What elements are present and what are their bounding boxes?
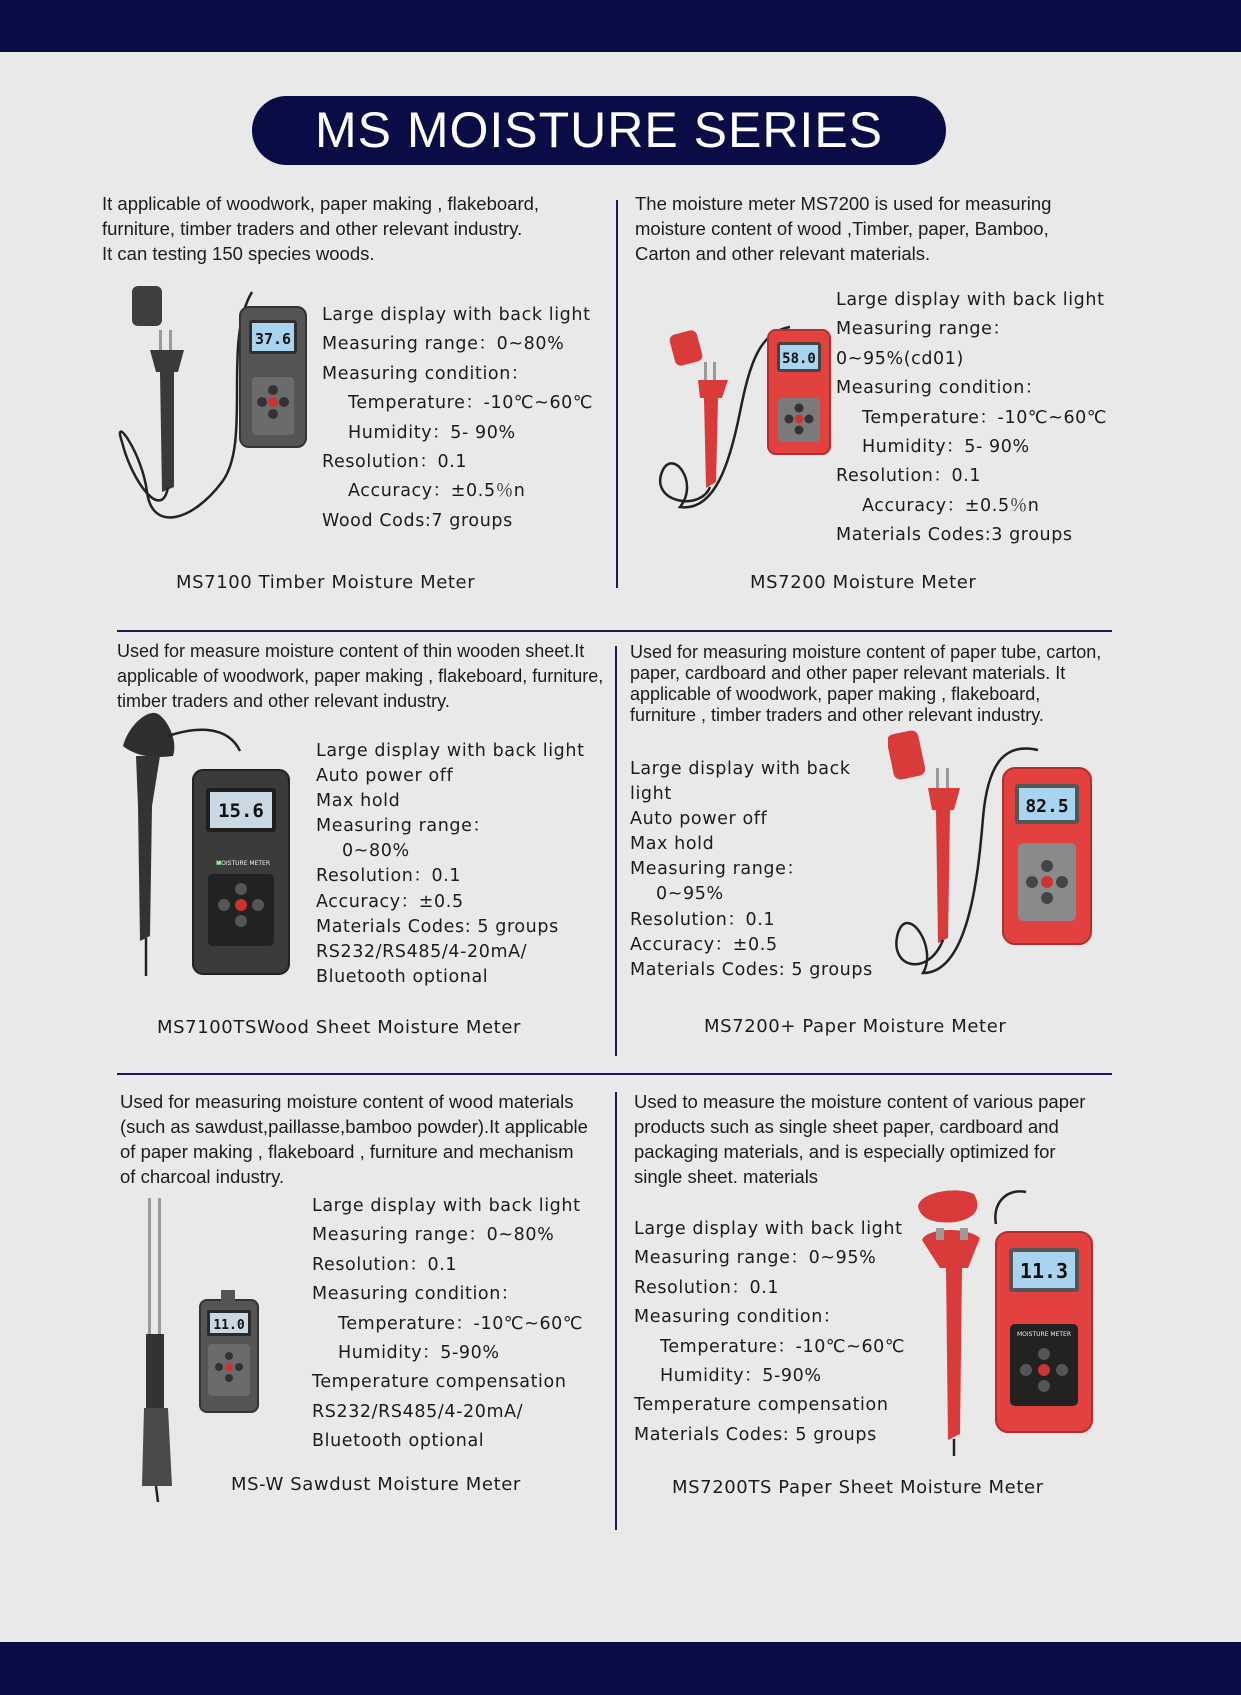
spec-item: Humidity：5- 90% bbox=[862, 437, 1030, 458]
probe-cap bbox=[668, 329, 703, 367]
probe-handle bbox=[136, 756, 160, 941]
product-caption: MS7200 Moisture Meter bbox=[750, 572, 977, 593]
ms7200ts-meter-image bbox=[916, 1184, 1098, 1458]
ms-w-meter-image bbox=[138, 1194, 266, 1506]
spec-item: RS232/RS485/4-20mA/ bbox=[312, 1401, 524, 1422]
spec-item: Measuring range： bbox=[316, 816, 491, 837]
spec-item: Resolution：0.1 bbox=[630, 909, 776, 930]
spec-item: Temperature compensation bbox=[312, 1372, 567, 1393]
spec-item: Large display with back bbox=[630, 759, 851, 779]
spec-item: Bluetooth optional bbox=[312, 1431, 485, 1452]
description-line: timber traders and other relevant industry. bbox=[117, 691, 450, 711]
page-title: MS MOISTURE SERIES bbox=[252, 96, 946, 165]
product-description bbox=[102, 191, 607, 266]
spec-item: 0~95%(cd01) bbox=[836, 348, 964, 369]
spec-item: Temperature：-10℃~60℃ bbox=[348, 393, 594, 414]
spec-item: Resolution：0.1 bbox=[836, 466, 982, 487]
spec-item: Materials Codes: 5 groups bbox=[630, 959, 873, 980]
description-line: of charcoal industry. bbox=[120, 1166, 285, 1187]
divider-vertical-row1 bbox=[616, 200, 618, 588]
description-line: Used for measuring moisture content of wood materials bbox=[120, 1091, 574, 1112]
description-line: applicable of woodwork, paper making , flakeboard, furniture, bbox=[117, 666, 604, 686]
spec-item: Wood Cods:7 groups bbox=[322, 510, 513, 531]
description-line: Used for measuring moisture content of paper tube, carton, bbox=[630, 642, 1102, 662]
description-line: paper, cardboard and other paper relevant materials. It bbox=[630, 663, 1066, 683]
description-line: products such as single sheet paper, cardboard and bbox=[634, 1116, 1059, 1137]
display-value: 82.5 bbox=[1025, 796, 1069, 817]
description-line: furniture , timber traders and other relevant industry. bbox=[630, 705, 1044, 725]
spec-item: Measuring range： bbox=[836, 319, 1011, 340]
spec-item: Measuring condition： bbox=[634, 1307, 842, 1328]
description-line: single sheet. materials bbox=[634, 1166, 819, 1187]
spec-item: Measuring range：0~80% bbox=[322, 334, 565, 355]
device-label: MOISTURE METER bbox=[216, 860, 270, 867]
spec-item: Materials Codes: 5 groups bbox=[634, 1424, 877, 1445]
spec-item: Large display with back light bbox=[316, 741, 585, 761]
divider-horizontal-1 bbox=[117, 630, 1112, 632]
ms7100ts-meter-image bbox=[118, 706, 298, 982]
spec-item: Max hold bbox=[316, 791, 401, 812]
probe-cap bbox=[918, 1190, 977, 1222]
description-line: applicable of woodwork, paper making , flakeboard, bbox=[630, 684, 1041, 704]
description-line: of paper making , flakeboard , furniture and mechanism bbox=[120, 1141, 574, 1162]
spec-item: Humidity：5- 90% bbox=[348, 422, 516, 443]
probe-handle bbox=[928, 788, 960, 943]
product-description bbox=[635, 191, 1115, 266]
spec-item: Bluetooth optional bbox=[316, 966, 489, 987]
spec-item: Humidity：5-90% bbox=[660, 1366, 822, 1387]
description-line: Used to measure the moisture content of various paper bbox=[634, 1091, 1086, 1112]
product-caption: MS7200TS Paper Sheet Moisture Meter bbox=[672, 1477, 1044, 1498]
product-description bbox=[634, 1089, 1124, 1189]
description-line: It can testing 150 species woods. bbox=[102, 243, 375, 264]
display-value: 11.3 bbox=[1019, 1259, 1069, 1283]
spec-item: Materials Codes:3 groups bbox=[836, 525, 1073, 546]
probe-handle bbox=[922, 1230, 980, 1440]
probe-rod bbox=[158, 1198, 161, 1338]
spec-item: Measuring range： bbox=[630, 859, 805, 880]
spec-item: Temperature：-10℃~60℃ bbox=[338, 1313, 584, 1334]
description-line: moisture content of wood ,Timber, paper, Bamboo, bbox=[635, 218, 1049, 239]
product-description bbox=[630, 642, 1120, 726]
divider-horizontal-2 bbox=[117, 1073, 1112, 1075]
spec-list bbox=[316, 739, 585, 990]
ms7100-meter-image bbox=[102, 282, 316, 547]
ms7200plus-meter-image bbox=[888, 728, 1100, 980]
spec-item: RS232/RS485/4-20mA/ bbox=[316, 941, 528, 962]
description-line: Used for measure moisture content of thin wooden sheet.It bbox=[117, 641, 585, 661]
probe-head bbox=[123, 713, 174, 757]
description-line: (such as sawdust,paillasse,bamboo powder).It applicable bbox=[120, 1116, 588, 1137]
display-value: 15.6 bbox=[218, 800, 264, 822]
description-line: Carton and other relevant materials. bbox=[635, 243, 931, 264]
description-line: It applicable of woodwork, paper making , flakeboard, bbox=[102, 193, 540, 214]
spec-list bbox=[312, 1192, 583, 1457]
spec-item: Resolution：0.1 bbox=[316, 866, 462, 887]
spec-list bbox=[322, 301, 593, 536]
probe-cable bbox=[995, 1191, 1026, 1224]
spec-item: Materials Codes: 5 groups bbox=[316, 916, 559, 937]
description-line: The moisture meter MS7200 is used for measuring bbox=[635, 193, 1052, 214]
product-caption: MS7200+ Paper Moisture Meter bbox=[704, 1016, 1007, 1037]
spec-item: 0~80% bbox=[342, 841, 410, 862]
spec-item: Auto power off bbox=[630, 809, 768, 830]
top-banner bbox=[0, 0, 1241, 52]
probe-cap bbox=[132, 286, 162, 326]
spec-item: Measuring condition： bbox=[312, 1284, 520, 1305]
spec-item: Accuracy：±0.5％n bbox=[348, 481, 526, 502]
description-line: furniture, timber traders and other relevant industry. bbox=[102, 218, 523, 239]
spec-item: Max hold bbox=[630, 834, 715, 855]
spec-list bbox=[630, 757, 873, 983]
product-description bbox=[117, 639, 612, 714]
spec-list bbox=[634, 1215, 905, 1450]
description-line: packaging materials, and is especially optimized for bbox=[634, 1141, 1056, 1162]
spec-item: Accuracy：±0.5 bbox=[316, 891, 464, 912]
spec-item: Large display with back light bbox=[634, 1219, 903, 1239]
spec-item: Accuracy：±0.5 bbox=[630, 934, 778, 955]
product-caption: MS-W Sawdust Moisture Meter bbox=[231, 1474, 521, 1495]
spec-item: Measuring range：0~80% bbox=[312, 1225, 555, 1246]
spec-item: Humidity：5-90% bbox=[338, 1343, 500, 1364]
product-caption: MS7100 Timber Moisture Meter bbox=[176, 572, 476, 593]
spec-item: Temperature：-10℃~60℃ bbox=[862, 407, 1108, 428]
product-caption: MS7100TSWood Sheet Moisture Meter bbox=[157, 1017, 521, 1038]
probe-handle bbox=[150, 350, 184, 492]
spec-item: Resolution：0.1 bbox=[634, 1277, 780, 1298]
spec-item: Large display with back light bbox=[322, 305, 591, 325]
spec-item: Auto power off bbox=[316, 766, 454, 787]
spec-item: Measuring range：0~95% bbox=[634, 1248, 877, 1269]
product-description bbox=[120, 1089, 610, 1189]
divider-vertical-row3 bbox=[615, 1092, 617, 1530]
spec-list bbox=[836, 286, 1107, 551]
spec-item: Temperature compensation bbox=[634, 1395, 889, 1416]
spec-item: Temperature：-10℃~60℃ bbox=[660, 1336, 906, 1357]
probe-rod bbox=[148, 1198, 151, 1338]
probe-cap bbox=[888, 729, 926, 781]
divider-vertical-row2 bbox=[615, 646, 617, 1056]
probe-spring bbox=[146, 1334, 164, 1408]
spec-item: Accuracy：±0.5％n bbox=[862, 495, 1040, 516]
bottom-banner bbox=[0, 1642, 1241, 1695]
spec-item: Large display with back light bbox=[836, 290, 1105, 310]
spec-item: Large display with back light bbox=[312, 1196, 581, 1216]
display-value: 58.0 bbox=[782, 351, 816, 367]
display-value: 11.0 bbox=[213, 1318, 245, 1333]
spec-item: Measuring condition： bbox=[836, 378, 1044, 399]
display-value: 37.6 bbox=[254, 330, 292, 348]
spec-item: Measuring condition： bbox=[322, 363, 530, 384]
spec-item: Resolution：0.1 bbox=[312, 1254, 458, 1275]
probe-handle bbox=[142, 1408, 172, 1486]
spec-item: 0~95% bbox=[656, 884, 724, 905]
spec-item: Resolution：0.1 bbox=[322, 452, 468, 473]
probe-cable bbox=[168, 730, 240, 751]
device-label: MOISTURE METER bbox=[1017, 1331, 1071, 1338]
spec-item: light bbox=[630, 784, 672, 805]
ms7200-meter-image bbox=[640, 322, 836, 516]
